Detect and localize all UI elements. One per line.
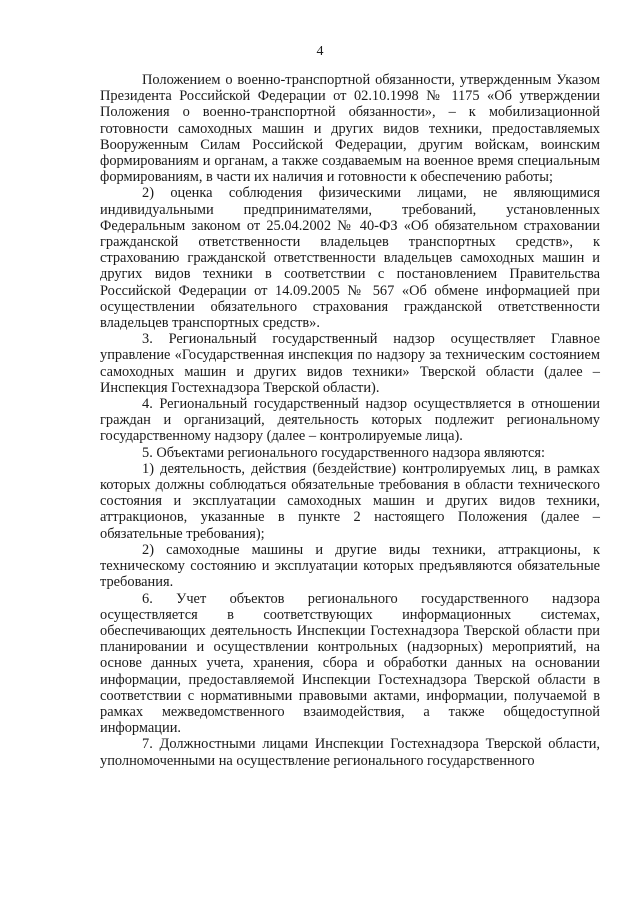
paragraph-6-accounting: 6. Учет объектов регионального государственного надзора осуществляется в соответствующих информационных системах, обеспечивающих деятельность Инспекции Гостехнадзора Тверской области при планировании и осуществлении контрольных (надзорных) мероприятий, на основе данных учета, хранения, сбора и обработки данных на основании информации, предоставляемой Инспекции Гостехнадзора Тверской области в соответствии с нормативными правовыми актами, информации, получаемой в рамках межведомственного взаимодействия, а также общедоступной информации. bbox=[100, 590, 600, 737]
paragraph-7-officials: 7. Должностными лицами Инспекции Гостехнадзора Тверской области, уполномоченными на осуществление регионального государственного bbox=[100, 736, 600, 769]
paragraph-5-objects: 5. Объектами регионального государственного надзора являются: bbox=[142, 444, 546, 461]
paragraph-5-item-2: 2) самоходные машины и другие виды техники, аттракционы, к техническому состоянию и эксплуатации которых предъявляются обязательные требования. bbox=[100, 541, 600, 591]
paragraph-5-item-1: 1) деятельность, действия (бездействие) контролируемых лиц, в рамках которых должны соблюдаться обязательные требования в области технического состояния и эксплуатации самоходных машин и других видов техники, аттракционов, указанные в пункте 2 настоящего Положения (далее – обязательные требования); bbox=[100, 460, 600, 542]
document-body bbox=[100, 72, 600, 769]
paragraph-military-transport-duty: Положением о военно-транспортной обязанности, утвержденным Указом Президента Российской Федерации от 02.10.1998 № 1175 «Об утверждении Положения о военно-транспортной обязанности», – к мобилизационной готовности самоходных машин и других видов техники, предоставляемых Вооруженным Силам Российской Федерации, другим войскам, воинским формированиям и органам, а также создаваемым на военное время специальным формированиям, в части их наличия и готовности к обеспечению работы; bbox=[100, 72, 600, 186]
paragraph-item-2-insurance: 2) оценка соблюдения физическими лицами, не являющимися индивидуальными предпринимателями, требований, установленных Федеральным законом от 25.04.2002 № 40-ФЗ «Об обязательном страховании гражданской ответственности владельцев транспортных средств», к страхованию гражданской ответственности владельцев самоходных машин и других видов техники в соответствии с постановлением Правительства Российской Федерации от 14.09.2005 № 567 «Об обмене информацией при осуществлении обязательного страхования гражданской ответственности владельцев транспортных средств». bbox=[100, 185, 600, 332]
page-number: 4 bbox=[316, 44, 324, 59]
paragraph-3-supervisory-body: 3. Региональный государственный надзор осуществляет Главное управление «Государственная инспекция по надзору за техническим состоянием самоходных машин и других видов техники» Тверской области (далее – Инспекция Гостехнадзора Тверской области). bbox=[100, 331, 600, 396]
paragraph-4-controlled-persons: 4. Региональный государственный надзор осуществляется в отношении граждан и организаций, деятельность которых подлежит региональному государственному надзору (далее – контролируемые лица). bbox=[100, 396, 600, 445]
